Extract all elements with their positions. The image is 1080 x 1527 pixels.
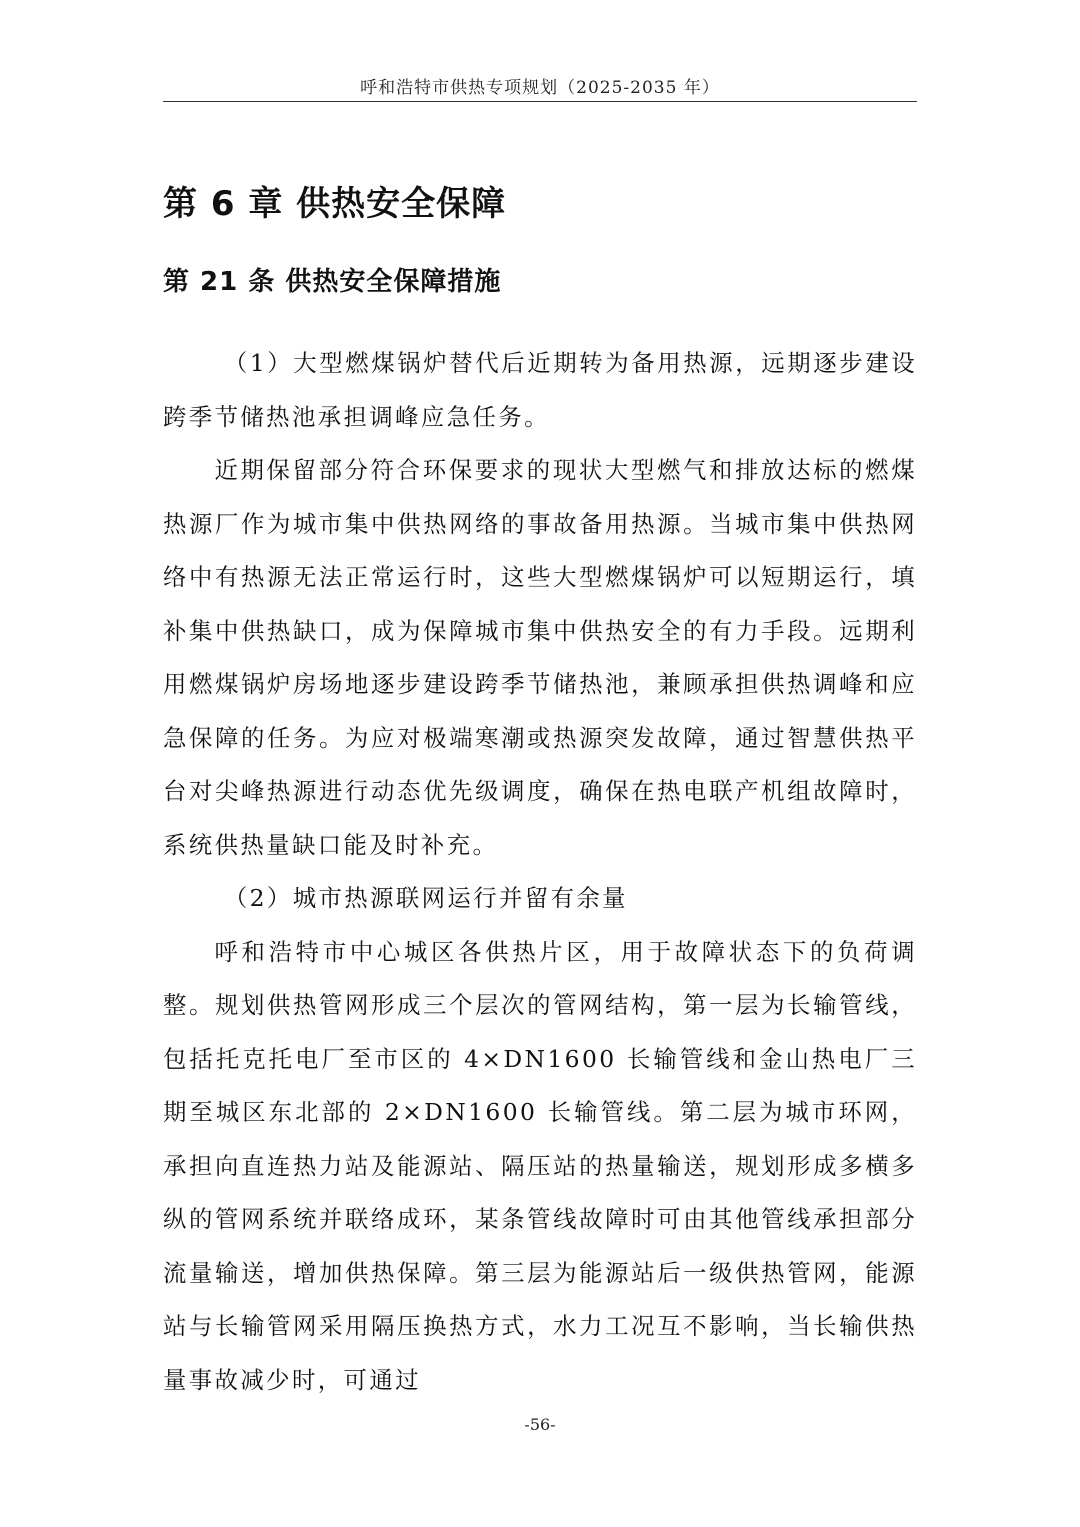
paragraph: 呼和浩特市中心城区各供热片区，用于故障状态下的负荷调整。规划供热管网形成三个层次的管网结构，第一层为长输管线，包括托克托电厂至市区的 4×DN1600 长输管线和金山热电厂三期至城区东北部的 2×DN1600 长输管线。第二层为城市环网，承担向直连热力站及能源站、隔压站的热量输送，规划形成多横多纵的管网系统并联络成环，某条管线故障时可由其他管线承担部分流量输送，增加供热保障。第三层为能源站后一级供热管网，能源站与长输管网采用隔压换热方式，水力工况互不影响，当长输供热量事故减少时，可通过 [163, 937, 917, 1394]
header-divider [163, 101, 917, 102]
body-text [163, 337, 917, 1407]
paragraph-item-1: （1）大型燃煤锅炉替代后近期转为备用热源，远期逐步建设跨季节储热池承担调峰应急任务。 [163, 349, 917, 431]
running-header: 呼和浩特市供热专项规划（2025-2035 年） [360, 78, 720, 98]
article-title: 第 21 条 供热安全保障措施 [163, 267, 502, 297]
paragraph-item-2: （2）城市热源联网运行并留有余量 [223, 884, 628, 912]
paragraph: 近期保留部分符合环保要求的现状大型燃气和排放达标的燃煤热源厂作为城市集中供热网络的事故备用热源。当城市集中供热网络中有热源无法正常运行时，这些大型燃煤锅炉可以短期运行，填补集中供热缺口，成为保障城市集中供热安全的有力手段。远期利用燃煤锅炉房场地逐步建设跨季节储热池，兼顾承担供热调峰和应急保障的任务。为应对极端寒潮或热源突发故障，通过智慧供热平台对尖峰热源进行动态优先级调度，确保在热电联产机组故障时，系统供热量缺口能及时补充。 [163, 456, 917, 859]
page-number: -56- [524, 1415, 556, 1434]
chapter-title: 第 6 章 供热安全保障 [163, 184, 507, 224]
